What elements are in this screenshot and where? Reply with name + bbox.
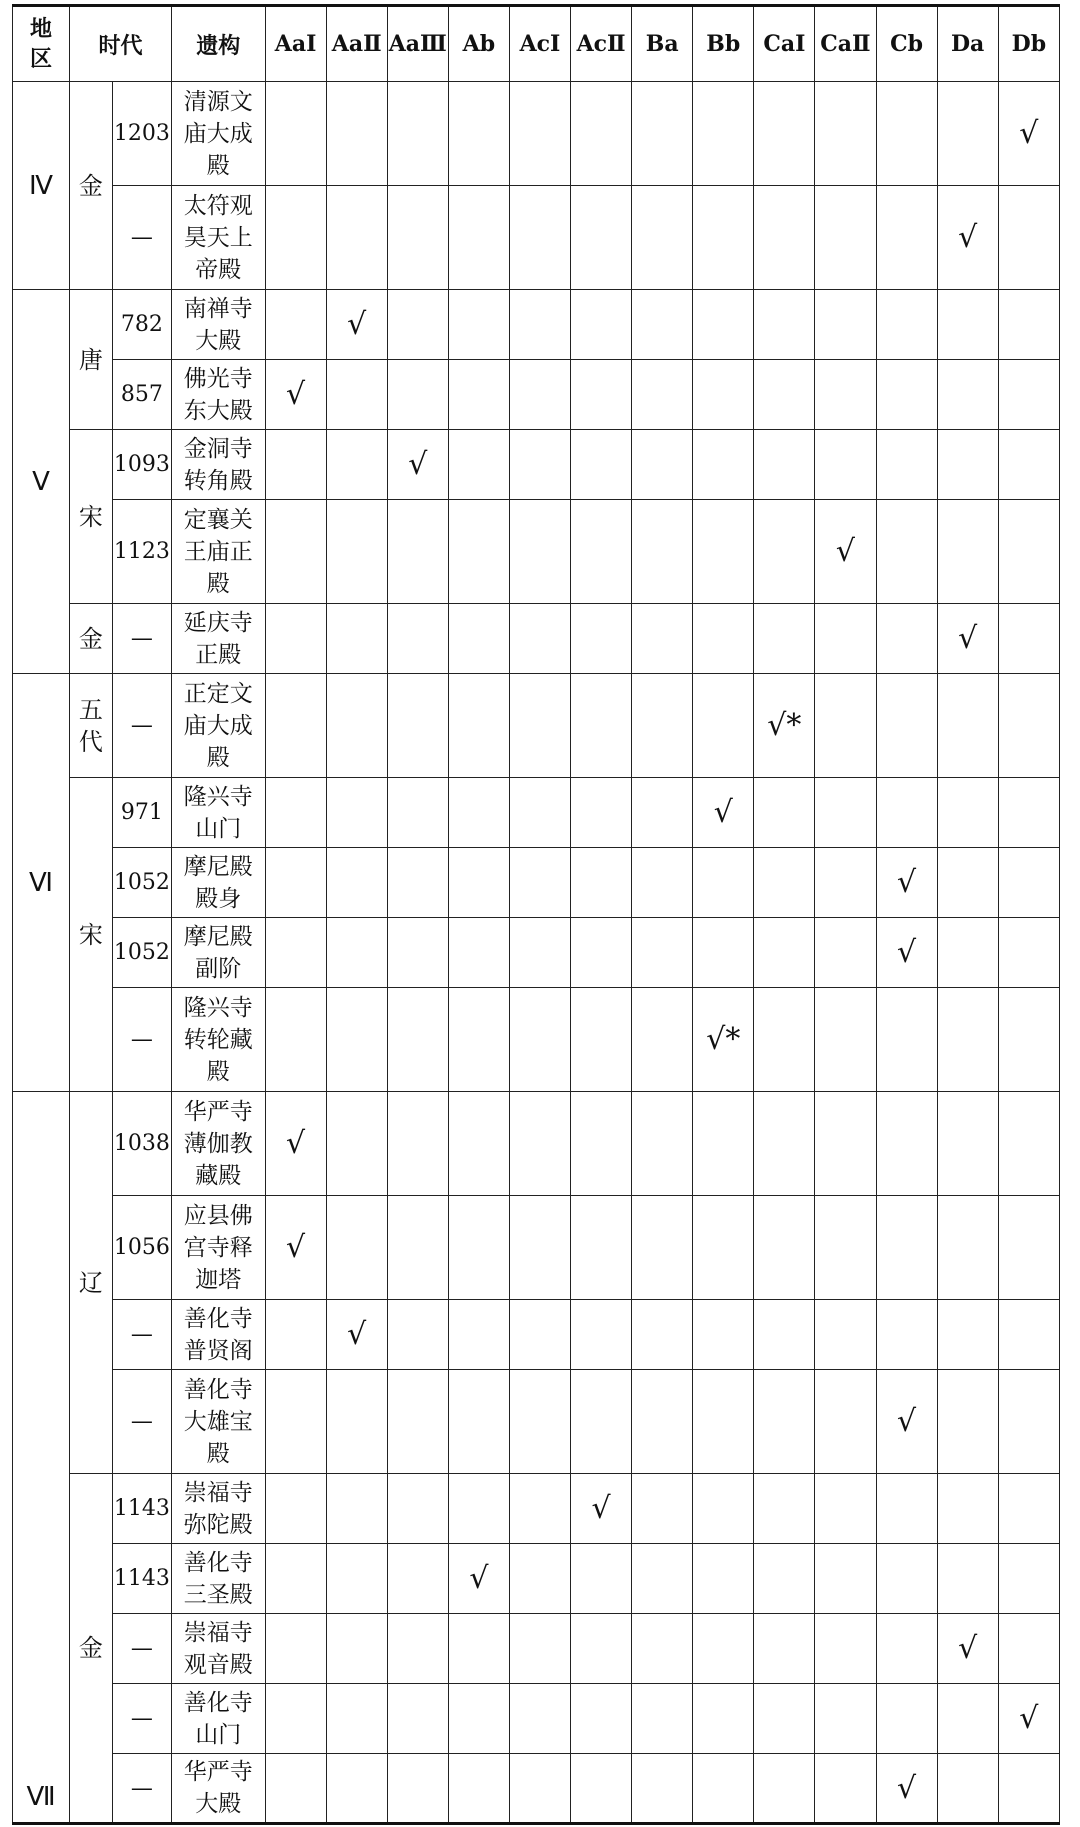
header-type-da: Da bbox=[937, 6, 998, 82]
table-row bbox=[13, 1300, 1060, 1370]
check-mark: √ bbox=[326, 290, 387, 360]
year-cell: — bbox=[112, 988, 171, 1092]
table-row bbox=[13, 918, 1060, 988]
check-mark: √* bbox=[693, 988, 754, 1092]
table-row bbox=[13, 674, 1060, 778]
check-mark: √ bbox=[937, 186, 998, 290]
header-type-db: Db bbox=[998, 6, 1059, 82]
year-cell: 1143 bbox=[112, 1544, 171, 1614]
region-cell: Ⅶ bbox=[13, 1092, 70, 1824]
header-type-ac2: AcⅡ bbox=[571, 6, 632, 82]
header-type-ca1: CaⅠ bbox=[754, 6, 815, 82]
region-cell: Ⅳ bbox=[13, 82, 70, 290]
dynasty-cell: 金 bbox=[70, 1474, 113, 1824]
check-mark: √ bbox=[876, 1754, 937, 1824]
site-cell: 摩尼殿殿身 bbox=[171, 848, 265, 918]
header-row bbox=[13, 6, 1060, 82]
check-mark: √ bbox=[265, 1092, 326, 1196]
dynasty-cell: 宋 bbox=[70, 778, 113, 1092]
header-region: 地区 bbox=[13, 6, 70, 82]
year-cell: 1093 bbox=[112, 430, 171, 500]
header-type-ab: Ab bbox=[448, 6, 509, 82]
site-cell: 善化寺山门 bbox=[171, 1684, 265, 1754]
year-cell: — bbox=[112, 674, 171, 778]
site-cell: 华严寺薄伽教藏殿 bbox=[171, 1092, 265, 1196]
check-mark: √ bbox=[265, 360, 326, 430]
site-cell: 善化寺大雄宝殿 bbox=[171, 1370, 265, 1474]
check-mark: √ bbox=[937, 604, 998, 674]
table-row bbox=[13, 82, 1060, 186]
site-cell: 善化寺三圣殿 bbox=[171, 1544, 265, 1614]
check-mark: √ bbox=[265, 1196, 326, 1300]
year-cell: 1038 bbox=[112, 1092, 171, 1196]
check-mark: √ bbox=[876, 918, 937, 988]
check-mark: √ bbox=[937, 1614, 998, 1684]
site-cell: 清源文庙大成殿 bbox=[171, 82, 265, 186]
table-row bbox=[13, 1684, 1060, 1754]
site-cell: 南禅寺大殿 bbox=[171, 290, 265, 360]
table-row bbox=[13, 848, 1060, 918]
site-cell: 金洞寺转角殿 bbox=[171, 430, 265, 500]
year-cell: — bbox=[112, 1614, 171, 1684]
header-type-ca2: CaⅡ bbox=[815, 6, 876, 82]
site-cell: 隆兴寺转轮藏殿 bbox=[171, 988, 265, 1092]
table-row bbox=[13, 360, 1060, 430]
header-type-aa3: AaⅢ bbox=[387, 6, 448, 82]
table-row bbox=[13, 430, 1060, 500]
year-cell: 782 bbox=[112, 290, 171, 360]
check-mark: √ bbox=[387, 430, 448, 500]
site-cell: 摩尼殿副阶 bbox=[171, 918, 265, 988]
header-type-aa2: AaⅡ bbox=[326, 6, 387, 82]
check-mark: √* bbox=[754, 674, 815, 778]
table-row bbox=[13, 1370, 1060, 1474]
table-row bbox=[13, 604, 1060, 674]
header-type-aa1: AaⅠ bbox=[265, 6, 326, 82]
dynasty-cell: 辽 bbox=[70, 1092, 113, 1474]
site-cell: 崇福寺弥陀殿 bbox=[171, 1474, 265, 1544]
site-cell: 隆兴寺山门 bbox=[171, 778, 265, 848]
year-cell: — bbox=[112, 1684, 171, 1754]
dynasty-cell: 宋 bbox=[70, 430, 113, 604]
year-cell: — bbox=[112, 1754, 171, 1824]
year-cell: 1052 bbox=[112, 848, 171, 918]
year-cell: — bbox=[112, 1370, 171, 1474]
year-cell: — bbox=[112, 604, 171, 674]
check-mark: √ bbox=[448, 1544, 509, 1614]
site-cell: 正定文庙大成殿 bbox=[171, 674, 265, 778]
dynasty-cell: 唐 bbox=[70, 290, 113, 430]
table-row bbox=[13, 1474, 1060, 1544]
table-row bbox=[13, 290, 1060, 360]
year-cell: — bbox=[112, 186, 171, 290]
site-cell: 定襄关王庙正殿 bbox=[171, 500, 265, 604]
check-mark: √ bbox=[876, 848, 937, 918]
year-cell: 1123 bbox=[112, 500, 171, 604]
year-cell: — bbox=[112, 1300, 171, 1370]
site-cell: 崇福寺观音殿 bbox=[171, 1614, 265, 1684]
check-mark: √ bbox=[326, 1300, 387, 1370]
dynasty-cell: 金 bbox=[70, 82, 113, 290]
year-cell: 1143 bbox=[112, 1474, 171, 1544]
header-type-cb: Cb bbox=[876, 6, 937, 82]
header-dynasty: 时代 bbox=[70, 6, 172, 82]
table-row bbox=[13, 186, 1060, 290]
table-row bbox=[13, 778, 1060, 848]
dynasty-cell: 金 bbox=[70, 604, 113, 674]
site-cell: 延庆寺正殿 bbox=[171, 604, 265, 674]
table-row bbox=[13, 1196, 1060, 1300]
site-cell: 应县佛宫寺释迦塔 bbox=[171, 1196, 265, 1300]
year-cell: 971 bbox=[112, 778, 171, 848]
table-row bbox=[13, 988, 1060, 1092]
header-type-bb: Bb bbox=[693, 6, 754, 82]
check-mark: √ bbox=[571, 1474, 632, 1544]
header-site: 遗构 bbox=[171, 6, 265, 82]
header-type-ac1: AcⅠ bbox=[509, 6, 570, 82]
table-row bbox=[13, 1754, 1060, 1824]
check-mark: √ bbox=[998, 82, 1059, 186]
site-cell: 佛光寺东大殿 bbox=[171, 360, 265, 430]
table-row bbox=[13, 1092, 1060, 1196]
check-mark: √ bbox=[876, 1370, 937, 1474]
check-mark: √ bbox=[693, 778, 754, 848]
site-cell: 华严寺大殿 bbox=[171, 1754, 265, 1824]
region-cell: Ⅵ bbox=[13, 674, 70, 1092]
year-cell: 1056 bbox=[112, 1196, 171, 1300]
site-cell: 太符观昊天上帝殿 bbox=[171, 186, 265, 290]
year-cell: 1052 bbox=[112, 918, 171, 988]
table-row bbox=[13, 1614, 1060, 1684]
header-type-ba: Ba bbox=[632, 6, 693, 82]
year-cell: 1203 bbox=[112, 82, 171, 186]
site-cell: 善化寺普贤阁 bbox=[171, 1300, 265, 1370]
region-cell: Ⅴ bbox=[13, 290, 70, 674]
timber-structure-type-table bbox=[12, 4, 1060, 1825]
table-row bbox=[13, 500, 1060, 604]
type-classification-table-page bbox=[12, 4, 1060, 1822]
check-mark: √ bbox=[815, 500, 876, 604]
dynasty-cell: 五代 bbox=[70, 674, 113, 778]
year-cell: 857 bbox=[112, 360, 171, 430]
check-mark: √ bbox=[998, 1684, 1059, 1754]
table-row bbox=[13, 1544, 1060, 1614]
